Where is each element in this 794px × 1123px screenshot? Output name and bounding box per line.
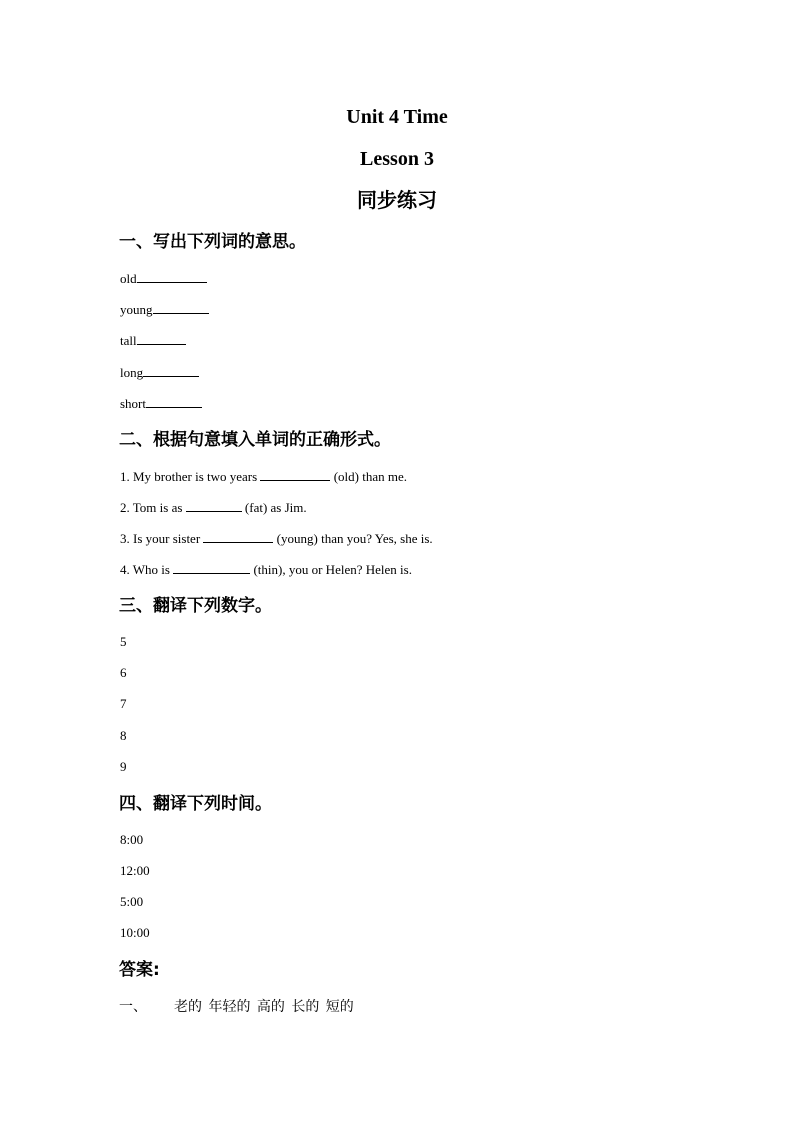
number-item: 6 xyxy=(120,665,127,680)
number-item: 7 xyxy=(120,696,127,711)
time-item: 5:00 xyxy=(120,894,144,909)
sentence-start: 1. My brother is two years xyxy=(120,469,261,484)
answer-blank[interactable] xyxy=(173,561,250,574)
vocab-item xyxy=(120,301,209,318)
lesson-title: Lesson 3 xyxy=(360,148,434,170)
sentence-end: (fat) as Jim. xyxy=(241,500,307,515)
answer-blank[interactable] xyxy=(186,499,242,512)
sentence-item xyxy=(120,468,407,485)
answer-blank[interactable] xyxy=(137,270,207,283)
vocab-word: short xyxy=(120,396,146,411)
vocab-word: tall xyxy=(120,333,137,348)
answer-blank[interactable] xyxy=(146,395,202,408)
sentence-item xyxy=(120,561,412,578)
answer-text: 老的 年轻的 高的 长的 短的 xyxy=(174,999,354,1015)
section1-heading: 一、写出下列词的意思。 xyxy=(119,232,306,252)
time-item: 10:00 xyxy=(120,925,150,940)
vocab-item xyxy=(120,332,186,349)
sentence-item xyxy=(120,530,433,547)
unit-title: Unit 4 Time xyxy=(346,106,448,128)
section3-heading: 三、翻译下列数字。 xyxy=(119,596,272,616)
answer-blank[interactable] xyxy=(137,332,186,345)
exercise-subtitle: 同步练习 xyxy=(357,188,437,212)
time-item: 12:00 xyxy=(120,863,150,878)
sentence-start: 3. Is your sister xyxy=(120,531,204,546)
vocab-item xyxy=(120,395,202,412)
sentence-start: 2. Tom is as xyxy=(120,500,186,515)
number-item: 9 xyxy=(120,759,127,774)
answers-heading: 答案: xyxy=(119,960,160,980)
number-item: 8 xyxy=(120,728,127,743)
sentence-start: 4. Who is xyxy=(120,562,174,577)
sentence-end: (young) than you? Yes, she is. xyxy=(273,531,433,546)
vocab-item xyxy=(120,364,199,381)
answer-blank[interactable] xyxy=(143,364,199,377)
sentence-end: (thin), you or Helen? Helen is. xyxy=(250,562,412,577)
sentence-item xyxy=(120,499,307,516)
vocab-item xyxy=(120,270,207,287)
answer-blank[interactable] xyxy=(260,468,330,481)
sentence-end: (old) than me. xyxy=(330,469,407,484)
section2-heading: 二、根据句意填入单词的正确形式。 xyxy=(119,430,391,450)
section4-heading: 四、翻译下列时间。 xyxy=(119,794,272,814)
vocab-word: old xyxy=(120,271,137,286)
answer-blank[interactable] xyxy=(203,530,273,543)
answer-blank[interactable] xyxy=(153,301,209,314)
answer-number: 一、 xyxy=(119,999,147,1015)
vocab-word: long xyxy=(120,365,144,380)
time-item: 8:00 xyxy=(120,832,144,847)
number-item: 5 xyxy=(120,634,127,649)
vocab-word: young xyxy=(120,302,153,317)
